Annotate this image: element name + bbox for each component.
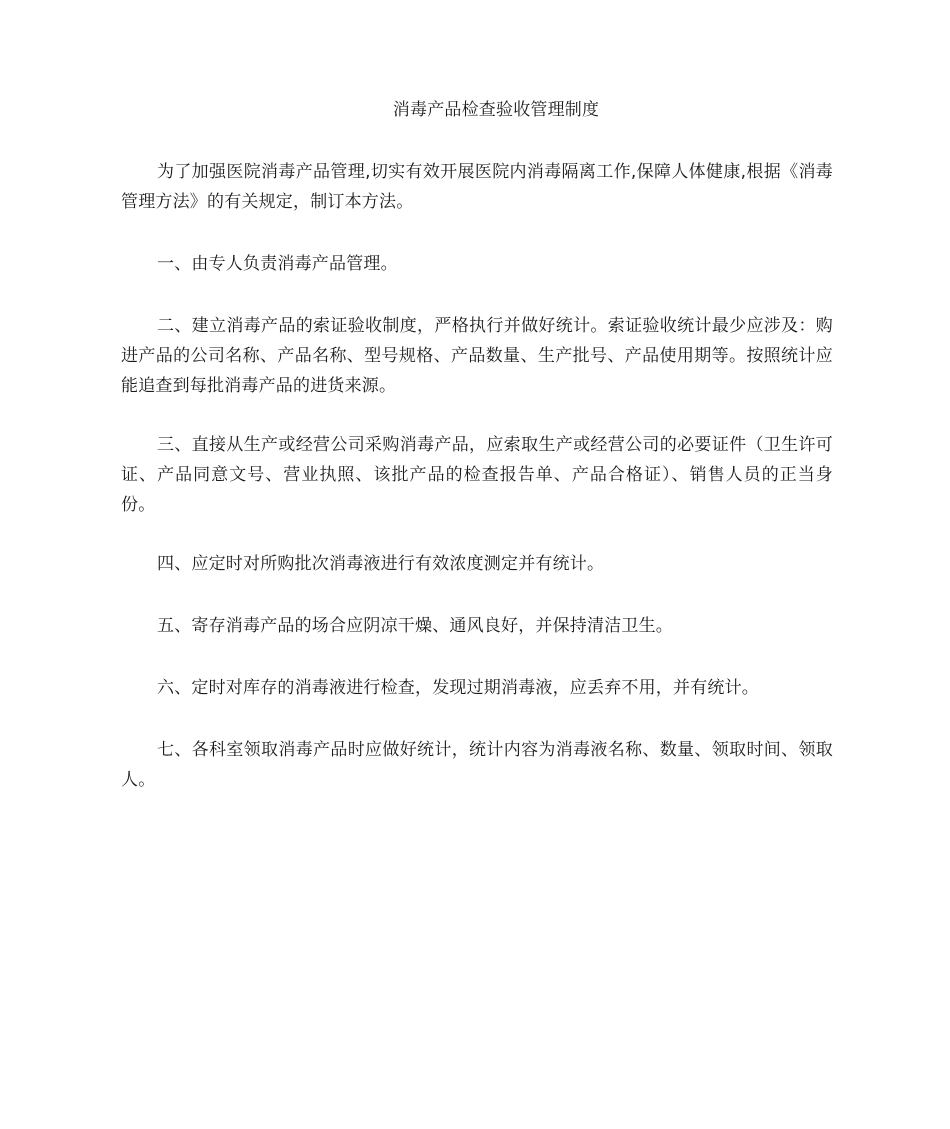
- rule-item-7: 七、各科室领取消毒产品时应做好统计，统计内容为消毒液名称、数量、领取时间、领取人。: [121, 740, 833, 790]
- document-title: 消毒产品检查验收管理制度: [392, 100, 600, 120]
- rule-item-5: 五、寄存消毒产品的场合应阴凉干燥、通风良好，并保持清洁卫生。: [157, 616, 673, 636]
- rule-item-3: 三、直接从生产或经营公司采购消毒产品，应索取生产或经营公司的必要证件（卫生许可证、产品同意文号、营业执照、该批产品的检查报告单、产品合格证）、销售人员的正当身份。: [121, 435, 833, 515]
- rule-item-6: 六、定时对库存的消毒液进行检查，发现过期消毒液，应丢弃不用，并有统计。: [157, 678, 759, 698]
- rule-item-2: 二、建立消毒产品的索证验收制度，严格执行并做好统计。索证验收统计最少应涉及：购进产品的公司名称、产品名称、型号规格、产品数量、生产批号、产品使用期等。按照统计应能追查到每批消毒产品的进货来源。: [121, 316, 833, 396]
- rule-item-1: 一、由专人负责消毒产品管理。: [157, 254, 398, 274]
- rule-item-4: 四、应定时对所购批次消毒液进行有效浓度测定并有统计。: [157, 554, 605, 574]
- intro-paragraph: 为了加强医院消毒产品管理,切实有效开展医院内消毒隔离工作,保障人体健康,根据《消毒管理方法》的有关规定，制订本方法。: [121, 162, 833, 212]
